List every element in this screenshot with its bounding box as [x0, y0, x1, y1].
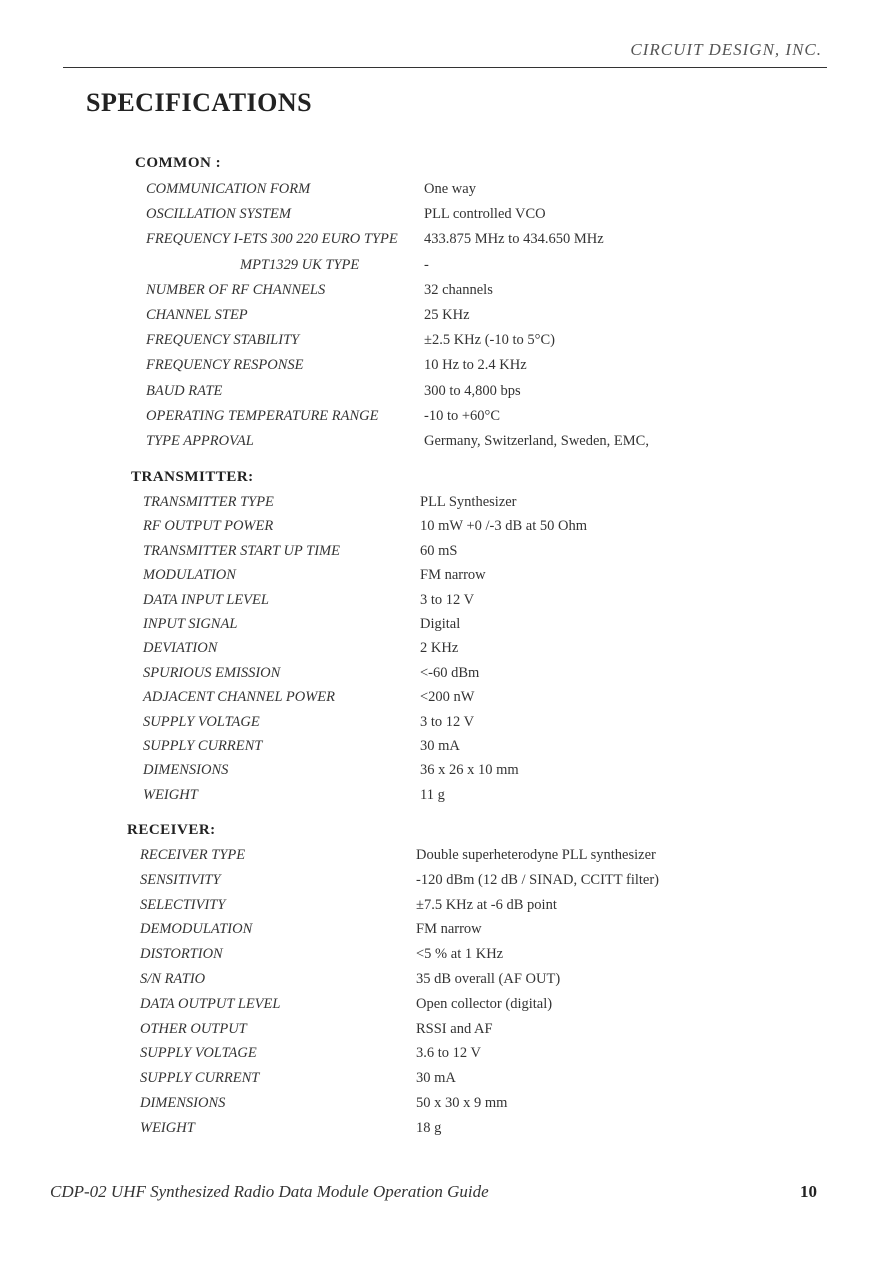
spec-row	[0, 665, 892, 689]
spec-row	[0, 897, 892, 921]
spec-value: 32 channels	[424, 281, 493, 298]
spec-value: 3.6 to 12 V	[416, 1045, 481, 1062]
spec-row	[0, 872, 892, 896]
spec-value: 35 dB overall (AF OUT)	[416, 971, 561, 987]
spec-label: TYPE APPROVAL	[146, 433, 254, 449]
spec-label: SUPPLY CURRENT	[140, 1070, 260, 1087]
header-divider	[63, 67, 827, 68]
spec-label: DATA INPUT LEVEL	[143, 591, 269, 608]
common-heading: COMMON :	[135, 155, 222, 171]
spec-value: <200 nW	[420, 689, 475, 706]
spec-row	[0, 408, 892, 432]
spec-label: FREQUENCY I-ETS 300 220 EURO TYPE	[146, 231, 398, 248]
spec-label: RF OUTPUT POWER	[143, 518, 274, 535]
spec-value: PLL controlled VCO	[424, 206, 546, 223]
spec-value: 2 KHz	[420, 640, 459, 657]
spec-row	[0, 494, 892, 518]
page-title: SPECIFICATIONS	[86, 88, 313, 117]
page-number: 10	[800, 1182, 817, 1201]
spec-value: -	[424, 256, 429, 273]
spec-value: Open collector (digital)	[416, 995, 553, 1012]
spec-row	[0, 518, 892, 542]
spec-value: 300 to 4,800 bps	[424, 382, 521, 399]
spec-label: OPERATING TEMPERATURE RANGE	[146, 407, 379, 424]
spec-row	[0, 921, 892, 945]
spec-label: OTHER OUTPUT	[140, 1020, 247, 1037]
spec-row	[0, 787, 892, 811]
spec-value: Double superheterodyne PLL synthesizer	[416, 847, 656, 863]
spec-label: INPUT SIGNAL	[143, 616, 238, 632]
spec-label: SPURIOUS EMISSION	[143, 664, 281, 681]
spec-value: FM narrow	[416, 921, 482, 938]
spec-row	[0, 1045, 892, 1069]
spec-row	[0, 1095, 892, 1119]
spec-label: DIMENSIONS	[143, 762, 229, 779]
spec-value: 3 to 12 V	[420, 591, 475, 608]
spec-label: DISTORTION	[140, 946, 223, 963]
spec-value: 3 to 12 V	[420, 713, 475, 730]
spec-label: BAUD RATE	[146, 382, 223, 399]
spec-value: ±7.5 KHz at -6 dB point	[416, 896, 557, 913]
spec-value: ±2.5 KHz (-10 to 5°C)	[424, 332, 555, 349]
spec-label: COMMUNICATION FORM	[146, 181, 311, 197]
spec-value: -10 to +60°C	[424, 407, 501, 424]
spec-row	[0, 1120, 892, 1144]
spec-row	[0, 640, 892, 664]
spec-label: RECEIVER TYPE	[140, 847, 246, 863]
spec-value: 50 x 30 x 9 mm	[416, 1095, 508, 1111]
spec-label: SUPPLY VOLTAGE	[140, 1045, 257, 1062]
spec-value: 10 mW +0 /-3 dB at 50 Ohm	[420, 518, 587, 535]
spec-row	[0, 433, 892, 457]
spec-value: 30 mA	[420, 738, 460, 754]
spec-label: WEIGHT	[140, 1119, 195, 1136]
spec-row	[0, 231, 892, 255]
spec-label: TRANSMITTER TYPE	[143, 494, 274, 510]
spec-value: -120 dBm (12 dB / SINAD, CCITT filter)	[416, 871, 659, 888]
spec-label: DEMODULATION	[140, 921, 253, 938]
spec-row	[0, 689, 892, 713]
spec-row	[0, 307, 892, 331]
spec-label: MODULATION	[143, 567, 236, 584]
spec-row	[0, 257, 892, 281]
spec-row	[0, 971, 892, 995]
spec-value: <5 % at 1 KHz	[416, 946, 504, 963]
spec-value: RSSI and AF	[416, 1020, 493, 1037]
spec-row	[0, 762, 892, 786]
spec-value: One way	[424, 181, 476, 197]
spec-value: FM narrow	[420, 567, 486, 584]
spec-row	[0, 592, 892, 616]
company-name: CIRCUIT DESIGN, INC.	[630, 40, 822, 59]
spec-row	[0, 332, 892, 356]
spec-value: 30 mA	[416, 1070, 456, 1087]
spec-label: CHANNEL STEP	[146, 307, 248, 323]
spec-label: ADJACENT CHANNEL POWER	[143, 689, 335, 706]
spec-row	[0, 181, 892, 205]
spec-label: TRANSMITTER START UP TIME	[143, 542, 340, 559]
spec-value: 10 Hz to 2.4 KHz	[424, 357, 527, 374]
spec-label: DATA OUTPUT LEVEL	[140, 995, 281, 1012]
spec-label: SELECTIVITY	[140, 896, 226, 913]
spec-value: 36 x 26 x 10 mm	[420, 762, 519, 779]
spec-label: DIMENSIONS	[140, 1095, 226, 1111]
spec-label: WEIGHT	[143, 786, 198, 803]
spec-label: SUPPLY CURRENT	[143, 738, 263, 754]
spec-label: SUPPLY VOLTAGE	[143, 713, 260, 730]
transmitter-heading: TRANSMITTER:	[131, 469, 254, 485]
spec-label: FREQUENCY RESPONSE	[146, 357, 304, 374]
spec-row	[0, 714, 892, 738]
spec-row	[0, 282, 892, 306]
spec-label: S/N RATIO	[140, 971, 206, 987]
spec-value: 60 mS	[420, 542, 458, 559]
spec-row	[0, 996, 892, 1020]
spec-row	[0, 357, 892, 381]
spec-label: OSCILLATION SYSTEM	[146, 206, 291, 223]
spec-value: 18 g	[416, 1119, 442, 1136]
spec-row	[0, 543, 892, 567]
spec-label: SENSITIVITY	[140, 871, 221, 888]
spec-row	[0, 1021, 892, 1045]
spec-label: FREQUENCY STABILITY	[146, 332, 300, 349]
spec-label: DEVIATION	[143, 640, 218, 657]
spec-value: Digital	[420, 616, 461, 632]
spec-value: <-60 dBm	[420, 664, 480, 681]
spec-value: 11 g	[420, 786, 445, 803]
spec-row	[0, 206, 892, 230]
spec-label: MPT1329 UK TYPE	[240, 256, 360, 273]
spec-value: 25 KHz	[424, 307, 470, 323]
spec-value: Germany, Switzerland, Sweden, EMC,	[424, 433, 649, 449]
document-title-footer: CDP-02 UHF Synthesized Radio Data Module Operation Guide	[50, 1182, 489, 1201]
spec-value: 433.875 MHz to 434.650 MHz	[424, 231, 604, 248]
spec-row	[0, 567, 892, 591]
spec-row	[0, 847, 892, 871]
receiver-heading: RECEIVER:	[127, 822, 216, 838]
spec-row	[0, 383, 892, 407]
spec-value: PLL Synthesizer	[420, 494, 517, 510]
spec-row	[0, 946, 892, 970]
spec-row	[0, 738, 892, 762]
spec-row	[0, 616, 892, 640]
spec-row	[0, 1070, 892, 1094]
spec-label: NUMBER OF RF CHANNELS	[146, 281, 326, 298]
